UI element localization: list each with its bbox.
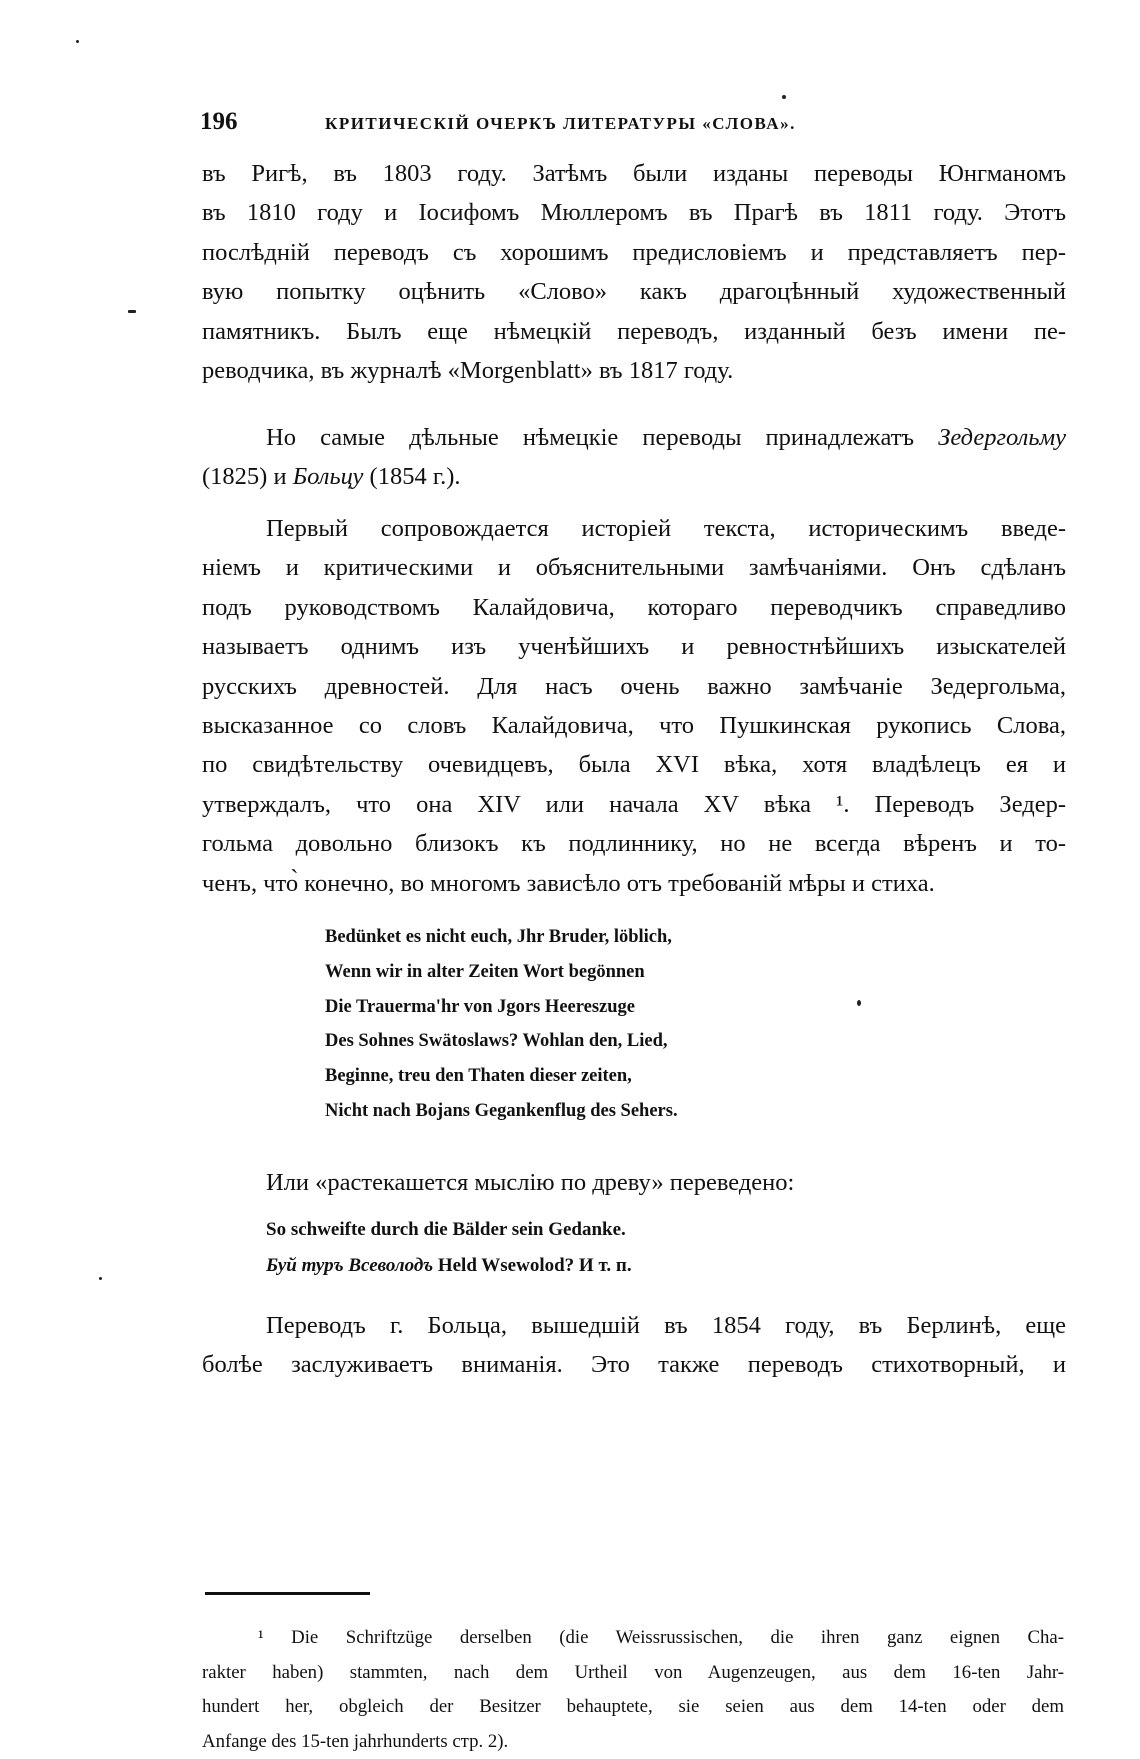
footnote-marker: ¹ [258, 1627, 264, 1648]
scan-speck [857, 1000, 861, 1006]
quote-line [266, 1248, 966, 1284]
text-line: подъ руководствомъ Калайдовича, котораго переводчикъ справедливо [202, 593, 1066, 621]
italic-phrase: Буй туръ Всеволодъ [266, 1255, 434, 1276]
text-run: Die Schriftzüge derselben (die Weissrussischen, die ihren ganz eignen Cha- [291, 1627, 1064, 1648]
text-run: (1854 г.). [369, 463, 461, 491]
text-line: въ Ригѣ, въ 1803 году. Затѣмъ были изданы переводы Юнгманомъ [202, 160, 1066, 187]
page-number: 196 [200, 108, 238, 135]
quote-line: So schweifte durch die Bälder sein Gedanke. [266, 1219, 626, 1240]
text-line: Или «растекашется мыслію по древу» переведено: [266, 1169, 795, 1196]
footnote-rule [205, 1592, 370, 1595]
paragraph-4 [266, 1163, 1066, 1202]
text-line: въ 1810 году и Іосифомъ Мюллеромъ въ Прагѣ въ 1811 году. Этотъ [202, 199, 1066, 227]
verse-line: Beginne, treu den Thaten dieser zeiten, [325, 1066, 632, 1087]
text-line [202, 418, 1066, 457]
paragraph-5 [202, 1306, 1066, 1385]
text-line: болѣе заслуживаетъ вниманія. Это также переводъ стихотворный, и [202, 1351, 1066, 1379]
text-line [202, 457, 1066, 496]
text-line: гольма довольно близокъ къ подлиннику, но не всегда вѣренъ и то- [202, 830, 1066, 858]
translation-quote [266, 1212, 966, 1284]
footnote-line: rakter haben) stammten, nach dem Urtheil von Augenzeugen, aus dem 16-ten Jahr- [202, 1661, 1064, 1683]
footnote-line: Anfange des 15-ten jahrhunderts стр. 2). [202, 1730, 509, 1752]
text-line: вую попытку оцѣнить «Слово» какъ драгоцѣнный художественный [202, 278, 1066, 306]
text-line: Первый сопровождается исторіей текста, историческимъ введе- [266, 515, 1066, 542]
running-title: КРИТИЧЕСКІЙ ОЧЕРКЪ ЛИТЕРАТУРЫ «СЛОВА». [325, 114, 796, 133]
verse-line: Des Sohnes Swätoslaws? Wohlan den, Lied, [325, 1031, 668, 1052]
italic-name: Больцу [292, 463, 364, 491]
paragraph-3 [202, 509, 1066, 903]
scan-speck [99, 1277, 102, 1280]
text-line: памятникъ. Былъ еще нѣмецкій переводъ, изданный безъ имени пе- [202, 317, 1066, 345]
verse-line: Bedünket es nicht euch, Jhr Bruder, löblich, [325, 927, 672, 947]
text-line: по свидѣтельству очевидцевъ, была XVI вѣка, хотя владѣлецъ ея и [202, 751, 1066, 779]
scan-speck [76, 40, 79, 43]
text-line: ніемъ и критическими и объяснительными замѣчаніями. Онъ сдѣланъ [202, 554, 1066, 582]
verse-line: Wenn wir in alter Zeiten Wort begönnen [325, 961, 645, 982]
running-header [200, 108, 1060, 142]
text-line: послѣдній переводъ съ хорошимъ предисловіемъ и представляетъ пер- [202, 238, 1066, 266]
footnote-line: hundert her, obgleich der Besitzer behauptete, sie seien aus dem 14-ten oder dem [202, 1696, 1064, 1718]
verse-line: Nicht nach Bojans Gegankenflug des Sehers. [325, 1100, 678, 1121]
text-line: высказанное со словъ Калайдовича, что Пушкинская рукопись Слова, [202, 712, 1066, 740]
german-verse [325, 920, 945, 1129]
scan-speck [782, 95, 786, 99]
scan-speck [128, 310, 136, 313]
paragraph-2 [202, 418, 1066, 497]
footnote-line [202, 1621, 1064, 1656]
text-line: ченъ, что̀ конечно, во многомъ зависѣло отъ требованій мѣры и стиха. [202, 869, 935, 897]
text-run: Но самые дѣльные нѣмецкіе переводы принадлежатъ [266, 424, 915, 451]
verse-line: Die Trauerma'hr von Jgors Heereszuge [325, 996, 635, 1017]
text-line: Переводъ г. Больца, вышедшій въ 1854 году, въ Берлинѣ, еще [266, 1312, 1066, 1339]
paragraph-1 [202, 154, 1066, 390]
text-line: утверждалъ, что она XIV или начала XV вѣка ¹. Переводъ Зедер- [202, 790, 1066, 818]
text-line: реводчика, въ журналѣ «Morgenblatt» въ 1817 году. [202, 357, 734, 385]
italic-name: Зедергольму [938, 424, 1066, 451]
text-run: (1825) и [202, 463, 287, 491]
text-line: называетъ однимъ изъ ученѣйшихъ и ревностнѣйшихъ изыскателей [202, 633, 1066, 661]
text-line: русскихъ древностей. Для насъ очень важно замѣчаніе Зедергольма, [202, 672, 1066, 700]
footnote [202, 1621, 1064, 1759]
text-run: Held Wsewolod? И т. п. [437, 1255, 632, 1276]
